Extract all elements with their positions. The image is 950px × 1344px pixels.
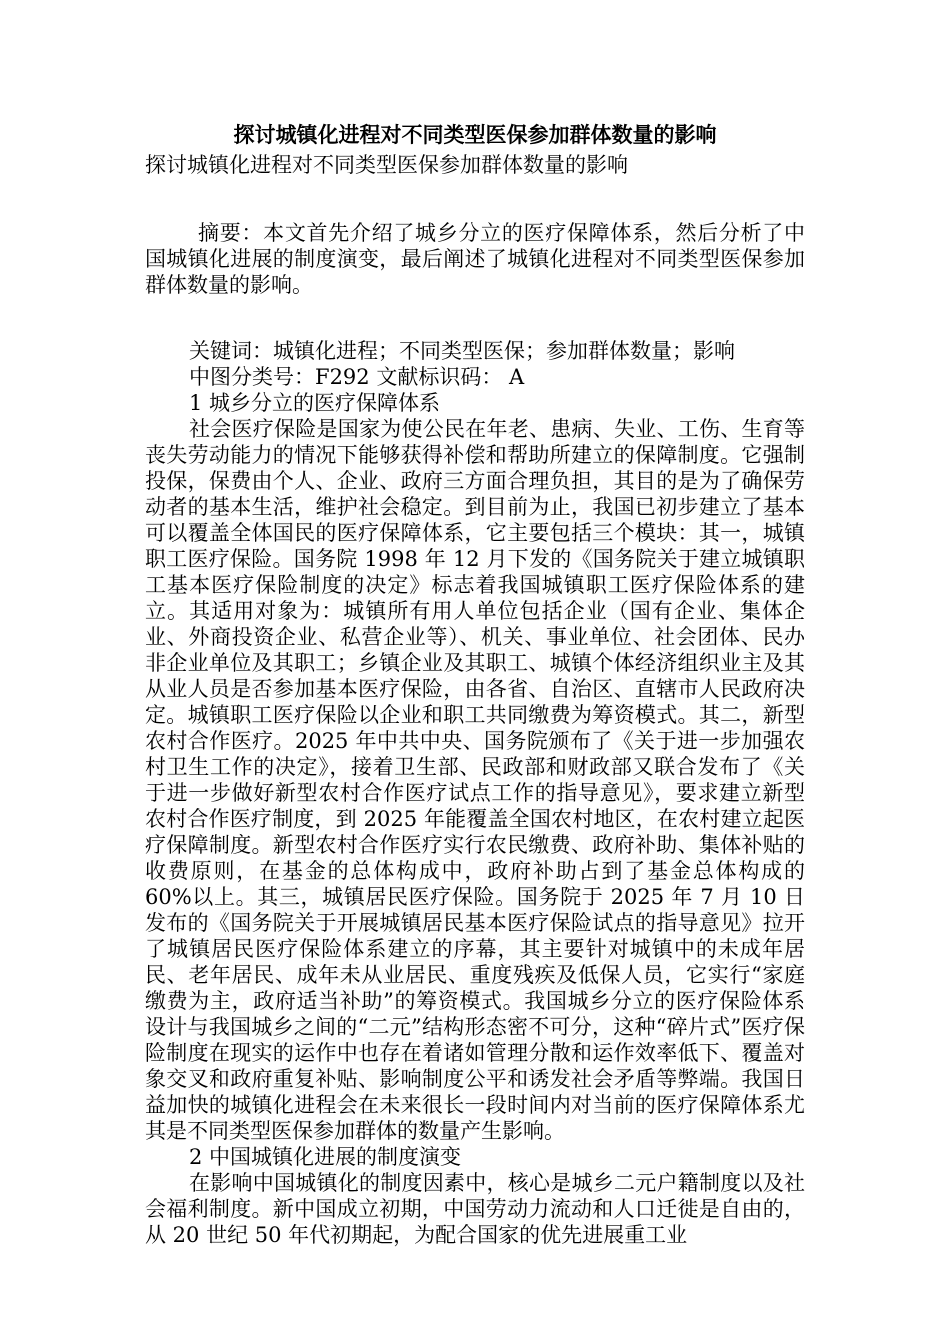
section-2-body: 在影响中国城镇化的制度因素中，核心是城乡二元户籍制度以及社会福利制度。新中国成立初期，中国劳动力流动和人口迁徙是自由的，从 20 世纪 50 年代初期起，为配合国家的优先进展重工业 xyxy=(145,1171,805,1247)
section-2-heading: 2 中国城镇化进展的制度演变 xyxy=(189,1145,462,1169)
spacer xyxy=(145,178,805,220)
classification-line: 中图分类号：F292 文献标识码： A xyxy=(189,365,525,389)
section-1-body: 社会医疗保险是国家为使公民在年老、患病、失业、工伤、生育等丧失劳动能力的情况下能够获得补偿和帮助所建立的保障制度。它强制投保，保费由个人、企业、政府三方面合理负担，其目的是为了确保劳动者的基本生活，维护社会稳定。到目前为止，我国已初步建立了基本可以覆盖全体国民的医疗保障体系，它主要包括三个模块：其一，城镇职工医疗保险。国务院 1998 年 12 月下发的《国务院关于建立城镇职工基本医疗保险制度的决定》标志着我国城镇职工医疗保险体系的建立。其适用对象为：城镇所有用人单位包括企业（国有企业、集体企业、外商投资企业、私营企业等）、机关、事业单位、社会团体、民办非企业单位及其职工；乡镇企业及其职工、城镇个体经济组织业主及其从业人员是否参加基本医疗保险，由各省、自治区、直辖市人民政府决定。城镇职工医疗保险以企业和职工共同缴费为筹资模式。其二，新型农村合作医疗。2025 年中共中央、国务院颁布了《关于进一步加强农村卫生工作的决定》，接着卫生部、民政部和财政部又联合发布了《关于进一步做好新型农村合作医疗试点工作的指导意见》，要求建立新型农村合作医疗制度，到 2025 年能覆盖全国农村地区，在农村建立起医疗保障制度。新型农村合作医疗实行农民缴费、政府补助、集体补贴的收费原则，在基金的总体构成中，政府补助占到了基金总体构成的 60%以上。其三，城镇居民医疗保险。国务院于 2025 年 7 月 10 日发布的《国务院关于开展城镇居民基本医疗保险试点的指导意见》拉开了城镇居民医疗保险体系建立的序幕，其主要针对城镇中的未成年居民、老年居民、成年未从业居民、重度残疾及低保人员，它实行“家庭缴费为主，政府适当补助”的筹资模式。我国城乡分立的医疗保险体系设计与我国城乡之间的“二元”结构形态密不可分，这种“碎片式”医疗保险制度在现实的运作中也存在着诸如管理分散和运作效率低下、覆盖对象交叉和政府重复补贴、影响制度公平和诱发社会矛盾等弊端。我国日益加快的城镇化进程会在未来很长一段时间内对当前的医疗保障体系尤其是不同类型医保参加群体的数量产生影响。 xyxy=(145,417,805,1143)
document-subtitle: 探讨城镇化进程对不同类型医保参加群体数量的影响 xyxy=(145,153,628,177)
keywords-line: 关键词：城镇化进程；不同类型医保；参加群体数量；影响 xyxy=(189,339,735,363)
abstract-paragraph: 摘要：本文首先介绍了城乡分立的医疗保障体系，然后分析了中国城镇化进展的制度演变，最后阐述了城镇化进程对不同类型医保参加群体数量的影响。 xyxy=(145,221,805,297)
spacer xyxy=(145,298,805,338)
document-title: 探讨城镇化进程对不同类型医保参加群体数量的影响 xyxy=(233,123,717,147)
section-1-heading: 1 城乡分立的医疗保障体系 xyxy=(189,391,441,415)
document-page xyxy=(145,118,805,1248)
